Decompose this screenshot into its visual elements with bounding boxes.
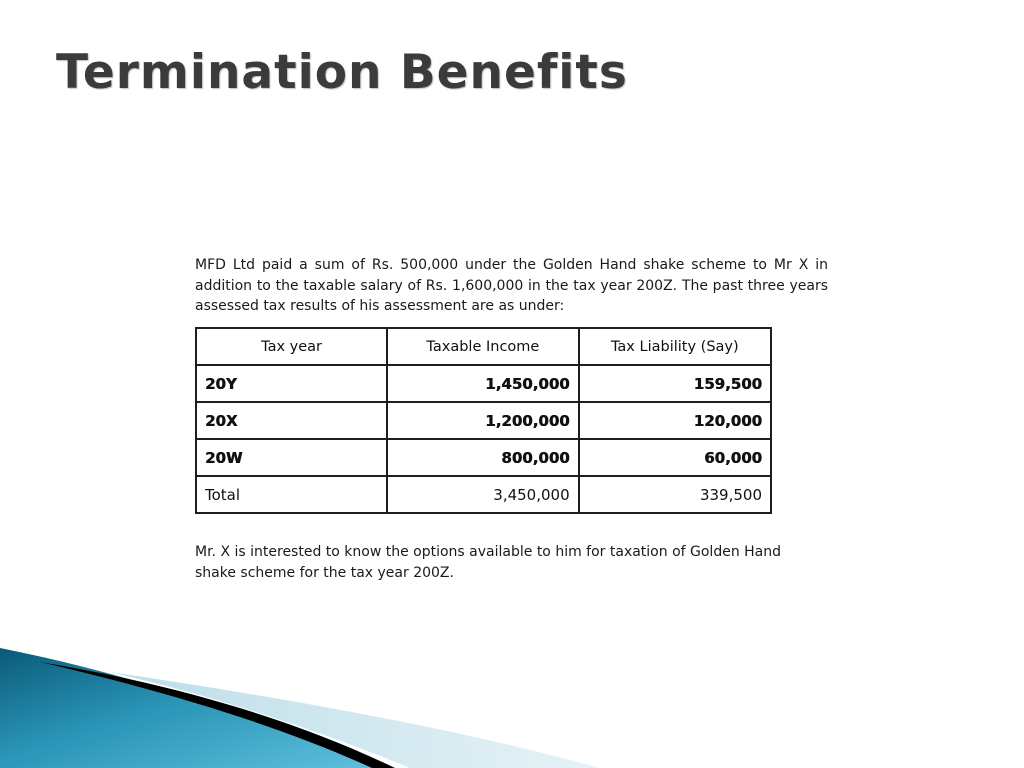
cell-income: 1,450,000 — [387, 365, 578, 402]
header-tax-liability: Tax Liability (Say) — [579, 328, 771, 365]
cell-liability: 120,000 — [579, 402, 771, 439]
table-total-row — [196, 476, 771, 513]
table-row — [196, 365, 771, 402]
cell-liability: 60,000 — [579, 439, 771, 476]
cell-year: 20X — [196, 402, 387, 439]
table-row — [196, 402, 771, 439]
intro-paragraph: MFD Ltd paid a sum of Rs. 500,000 under the Golden Hand shake scheme to Mr X in addition to the taxable salary of Rs. 1,600,000 in the tax year 200Z. The past three years assessed tax results of his assessment are as under: — [195, 257, 828, 314]
cell-year: 20Y — [196, 365, 387, 402]
outro-paragraph: Mr. X is interested to know the options available to him for taxation of Golden Hand shake scheme for the tax year 200Z. — [195, 544, 782, 581]
table-row — [196, 439, 771, 476]
cell-total-label: Total — [196, 476, 387, 513]
cell-liability: 159,500 — [579, 365, 771, 402]
cell-income: 800,000 — [387, 439, 578, 476]
slide-title: Termination Benefits — [56, 45, 628, 100]
header-tax-year: Tax year — [196, 328, 387, 365]
cell-total-income: 3,450,000 — [387, 476, 578, 513]
black-stripe-shape — [40, 662, 395, 768]
header-taxable-income: Taxable Income — [387, 328, 578, 365]
teal-swoosh-shape — [0, 648, 380, 768]
tax-results-table — [195, 327, 772, 514]
table-header-row — [196, 328, 771, 365]
cell-total-liability: 339,500 — [579, 476, 771, 513]
cell-income: 1,200,000 — [387, 402, 578, 439]
pale-swoosh-shape — [110, 672, 600, 768]
cell-year: 20W — [196, 439, 387, 476]
